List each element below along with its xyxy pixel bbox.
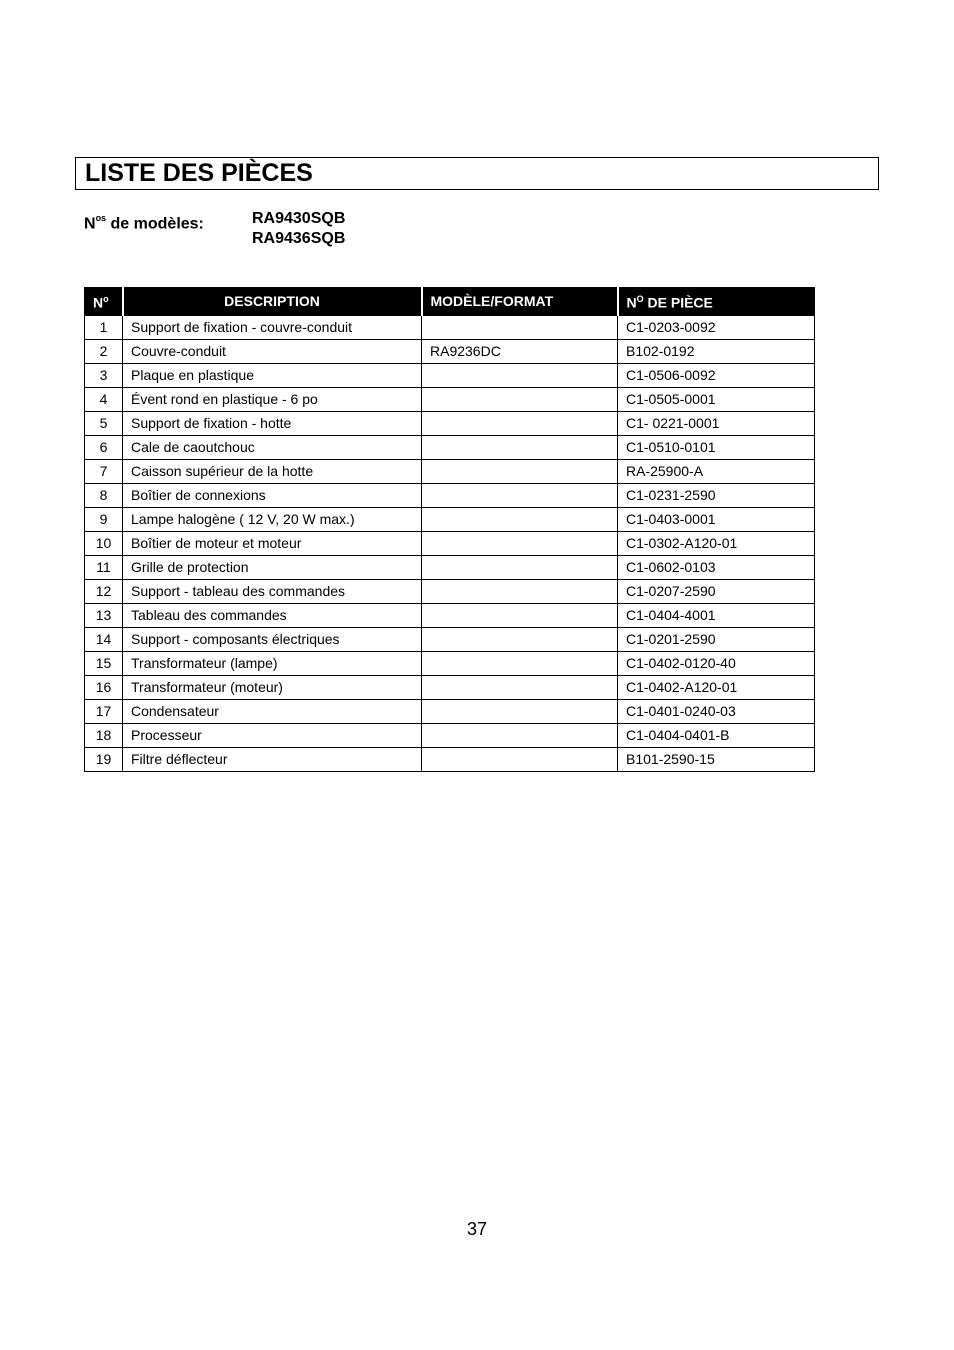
cell-model	[422, 579, 618, 603]
cell-description: Évent rond en plastique - 6 po	[123, 387, 422, 411]
cell-part-number: C1-0404-4001	[618, 603, 815, 627]
table-row	[85, 435, 815, 459]
cell-part-number: C1-0403-0001	[618, 507, 815, 531]
cell-description: Transformateur (moteur)	[123, 675, 422, 699]
table-row	[85, 363, 815, 387]
cell-description: Boîtier de moteur et moteur	[123, 531, 422, 555]
cell-description: Processeur	[123, 723, 422, 747]
cell-num: 14	[85, 627, 123, 651]
header-num: $N^o$	[85, 288, 123, 316]
cell-description: Cale de caoutchouc	[123, 435, 422, 459]
cell-part-number: B102-0192	[618, 339, 815, 363]
cell-num: 6	[85, 435, 123, 459]
cell-description: Filtre déflecteur	[123, 747, 422, 771]
cell-description: Grille de protection	[123, 555, 422, 579]
model-item: RA9436SQB	[252, 230, 346, 247]
cell-description: Plaque en plastique	[123, 363, 422, 387]
cell-description: Condensateur	[123, 699, 422, 723]
cell-num: 13	[85, 603, 123, 627]
page-title: LISTE DES PIÈCES	[85, 159, 313, 187]
cell-part-number: C1-0510-0101	[618, 435, 815, 459]
table-row	[85, 651, 815, 675]
cell-num: 19	[85, 747, 123, 771]
cell-model	[422, 651, 618, 675]
table-row	[85, 699, 815, 723]
cell-num: 18	[85, 723, 123, 747]
cell-model	[422, 411, 618, 435]
models-label-prefix: N	[84, 215, 96, 233]
table-row	[85, 603, 815, 627]
table-row	[85, 627, 815, 651]
cell-model	[422, 507, 618, 531]
cell-description: Support - tableau des commandes	[123, 579, 422, 603]
cell-part-number: C1-0402-A120-01	[618, 675, 815, 699]
cell-model	[422, 459, 618, 483]
cell-part-number: C1-0203-0092	[618, 315, 815, 339]
table-row	[85, 387, 815, 411]
cell-num: 11	[85, 555, 123, 579]
cell-num: 17	[85, 699, 123, 723]
cell-num: 15	[85, 651, 123, 675]
table-row	[85, 483, 815, 507]
models-label-suffix: de modèles:	[106, 215, 204, 233]
cell-num: 8	[85, 483, 123, 507]
table-row	[85, 315, 815, 339]
table-row	[85, 531, 815, 555]
page-number: 37	[466, 1219, 488, 1239]
table-row	[85, 411, 815, 435]
table-row	[85, 507, 815, 531]
cell-model	[422, 603, 618, 627]
cell-model	[422, 363, 618, 387]
models-list	[252, 209, 345, 249]
cell-num: 3	[85, 363, 123, 387]
cell-num: 2	[85, 339, 123, 363]
table-row	[85, 747, 815, 771]
cell-model	[422, 627, 618, 651]
cell-model	[422, 723, 618, 747]
cell-num: 5	[85, 411, 123, 435]
header-part-number: $N^O$ DE PIÈCE	[618, 288, 815, 316]
models-label-sup: os	[95, 213, 107, 223]
title-box	[75, 157, 879, 190]
header-model: MODÈLE/FORMAT	[422, 288, 618, 316]
cell-model	[422, 747, 618, 771]
cell-description: Support de fixation - couvre-conduit	[123, 315, 422, 339]
cell-part-number: RA-25900-A	[618, 459, 815, 483]
cell-description: Boîtier de connexions	[123, 483, 422, 507]
cell-num: 1	[85, 315, 123, 339]
cell-part-number: B101-2590-15	[618, 747, 815, 771]
cell-description: Lampe halogène ( 12 V, 20 W max.)	[123, 507, 422, 531]
cell-model: RA9236DC	[422, 339, 618, 363]
cell-model	[422, 555, 618, 579]
cell-model	[422, 315, 618, 339]
cell-part-number: C1- 0221-0001	[618, 411, 815, 435]
models-label	[84, 209, 204, 234]
cell-num: 10	[85, 531, 123, 555]
cell-description: Support de fixation - hotte	[123, 411, 422, 435]
cell-model	[422, 675, 618, 699]
cell-part-number: C1-0404-0401-B	[618, 723, 815, 747]
cell-part-number: C1-0231-2590	[618, 483, 815, 507]
cell-model	[422, 531, 618, 555]
cell-num: 16	[85, 675, 123, 699]
cell-part-number: C1-0602-0103	[618, 555, 815, 579]
cell-model	[422, 699, 618, 723]
table-row	[85, 675, 815, 699]
parts-table	[84, 287, 815, 772]
table-row	[85, 723, 815, 747]
table-row	[85, 339, 815, 363]
table-header-row	[85, 288, 815, 316]
cell-description: Transformateur (lampe)	[123, 651, 422, 675]
model-item: RA9430SQB	[252, 210, 346, 227]
cell-description: Tableau des commandes	[123, 603, 422, 627]
cell-num: 12	[85, 579, 123, 603]
cell-model	[422, 387, 618, 411]
cell-part-number: C1-0402-0120-40	[618, 651, 815, 675]
cell-num: 4	[85, 387, 123, 411]
cell-num: 7	[85, 459, 123, 483]
header-description: DESCRIPTION	[123, 288, 422, 316]
table-row	[85, 579, 815, 603]
cell-part-number: C1-0505-0001	[618, 387, 815, 411]
parts-table-body	[85, 315, 815, 771]
table-row	[85, 555, 815, 579]
cell-part-number: C1-0201-2590	[618, 627, 815, 651]
cell-num: 9	[85, 507, 123, 531]
cell-description: Support - composants électriques	[123, 627, 422, 651]
cell-part-number: C1-0401-0240-03	[618, 699, 815, 723]
cell-model	[422, 435, 618, 459]
cell-part-number: C1-0207-2590	[618, 579, 815, 603]
table-row	[85, 459, 815, 483]
cell-description: Couvre-conduit	[123, 339, 422, 363]
cell-part-number: C1-0506-0092	[618, 363, 815, 387]
cell-description: Caisson supérieur de la hotte	[123, 459, 422, 483]
cell-model	[422, 483, 618, 507]
cell-part-number: C1-0302-A120-01	[618, 531, 815, 555]
